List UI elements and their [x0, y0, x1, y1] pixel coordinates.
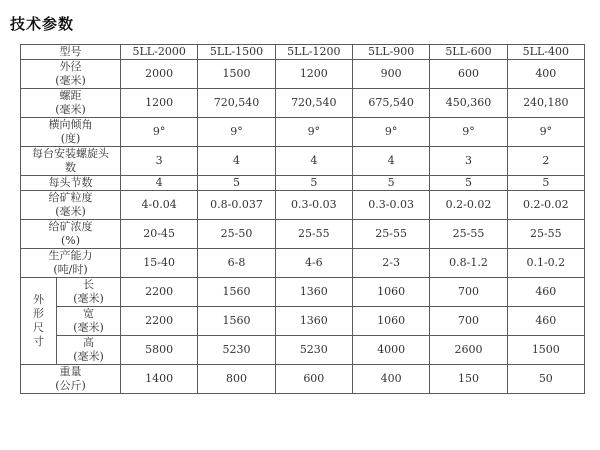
cell: 6-8	[198, 249, 275, 278]
header-label: 型号	[21, 45, 121, 60]
dimensions-group-label: 外 形 尺 寸	[21, 278, 57, 365]
cell: 2200	[121, 278, 198, 307]
cell: 1400	[121, 365, 198, 394]
cell: 900	[352, 60, 429, 89]
row-label: 外径 (毫米)	[21, 60, 121, 89]
table-row	[21, 307, 585, 336]
table-row	[21, 191, 585, 220]
cell: 0.8-1.2	[430, 249, 507, 278]
spec-table	[20, 44, 585, 394]
cell: 5	[507, 176, 584, 191]
cell: 4	[275, 147, 352, 176]
cell: 400	[507, 60, 584, 89]
cell: 25-55	[507, 220, 584, 249]
model-header: 5LL-600	[430, 45, 507, 60]
cell: 2600	[430, 336, 507, 365]
row-label: 重量 (公斤)	[21, 365, 121, 394]
cell: 25-55	[275, 220, 352, 249]
cell: 1360	[275, 307, 352, 336]
cell: 3	[430, 147, 507, 176]
cell: 9°	[352, 118, 429, 147]
cell: 5800	[121, 336, 198, 365]
cell: 0.1-0.2	[507, 249, 584, 278]
model-header: 5LL-2000	[121, 45, 198, 60]
cell: 9°	[507, 118, 584, 147]
cell: 800	[198, 365, 275, 394]
cell: 1560	[198, 307, 275, 336]
cell: 1500	[507, 336, 584, 365]
cell: 450,360	[430, 89, 507, 118]
cell: 4	[352, 147, 429, 176]
cell: 720,540	[198, 89, 275, 118]
cell: 1200	[121, 89, 198, 118]
row-label: 每头节数	[21, 176, 121, 191]
cell: 2000	[121, 60, 198, 89]
cell: 2	[507, 147, 584, 176]
header-row	[21, 45, 585, 60]
cell: 700	[430, 278, 507, 307]
model-header: 5LL-1500	[198, 45, 275, 60]
row-label: 生产能力 (吨/时)	[21, 249, 121, 278]
cell: 50	[507, 365, 584, 394]
cell: 5	[198, 176, 275, 191]
cell: 1060	[352, 307, 429, 336]
cell: 460	[507, 307, 584, 336]
cell: 4	[198, 147, 275, 176]
table-row	[21, 147, 585, 176]
cell: 25-55	[430, 220, 507, 249]
cell: 5	[352, 176, 429, 191]
cell: 150	[430, 365, 507, 394]
model-header: 5LL-1200	[275, 45, 352, 60]
cell: 240,180	[507, 89, 584, 118]
cell: 2-3	[352, 249, 429, 278]
cell: 0.2-0.02	[507, 191, 584, 220]
cell: 600	[430, 60, 507, 89]
cell: 1500	[198, 60, 275, 89]
model-header: 5LL-900	[352, 45, 429, 60]
cell: 9°	[275, 118, 352, 147]
cell: 675,540	[352, 89, 429, 118]
cell: 4-0.04	[121, 191, 198, 220]
cell: 9°	[430, 118, 507, 147]
page-title: 技术参数	[10, 15, 75, 33]
row-label: 长 (毫米)	[57, 278, 121, 307]
cell: 400	[352, 365, 429, 394]
cell: 4-6	[275, 249, 352, 278]
table-row	[21, 278, 585, 307]
row-label: 给矿浓度 (%)	[21, 220, 121, 249]
cell: 0.3-0.03	[275, 191, 352, 220]
cell: 1360	[275, 278, 352, 307]
cell: 720,540	[275, 89, 352, 118]
cell: 5	[275, 176, 352, 191]
cell: 460	[507, 278, 584, 307]
cell: 25-55	[352, 220, 429, 249]
row-label: 高 (毫米)	[57, 336, 121, 365]
cell: 15-40	[121, 249, 198, 278]
cell: 0.3-0.03	[352, 191, 429, 220]
table-row	[21, 249, 585, 278]
table-row	[21, 336, 585, 365]
cell: 600	[275, 365, 352, 394]
cell: 2200	[121, 307, 198, 336]
cell: 5230	[275, 336, 352, 365]
cell: 4000	[352, 336, 429, 365]
table-row	[21, 220, 585, 249]
cell: 4	[121, 176, 198, 191]
table-row	[21, 176, 585, 191]
model-header: 5LL-400	[507, 45, 584, 60]
cell: 1560	[198, 278, 275, 307]
table-row	[21, 60, 585, 89]
cell: 0.8-0.037	[198, 191, 275, 220]
row-label: 给矿粒度 (毫米)	[21, 191, 121, 220]
cell: 9°	[198, 118, 275, 147]
table-row	[21, 365, 585, 394]
cell: 700	[430, 307, 507, 336]
row-label: 每台安装螺旋头 数	[21, 147, 121, 176]
cell: 25-50	[198, 220, 275, 249]
cell: 20-45	[121, 220, 198, 249]
cell: 1200	[275, 60, 352, 89]
row-label: 横向倾角 (度)	[21, 118, 121, 147]
cell: 3	[121, 147, 198, 176]
table-row	[21, 118, 585, 147]
cell: 5230	[198, 336, 275, 365]
row-label: 宽 (毫米)	[57, 307, 121, 336]
row-label: 螺距 (毫米)	[21, 89, 121, 118]
cell: 1060	[352, 278, 429, 307]
cell: 5	[430, 176, 507, 191]
cell: 9°	[121, 118, 198, 147]
table-row	[21, 89, 585, 118]
cell: 0.2-0.02	[430, 191, 507, 220]
